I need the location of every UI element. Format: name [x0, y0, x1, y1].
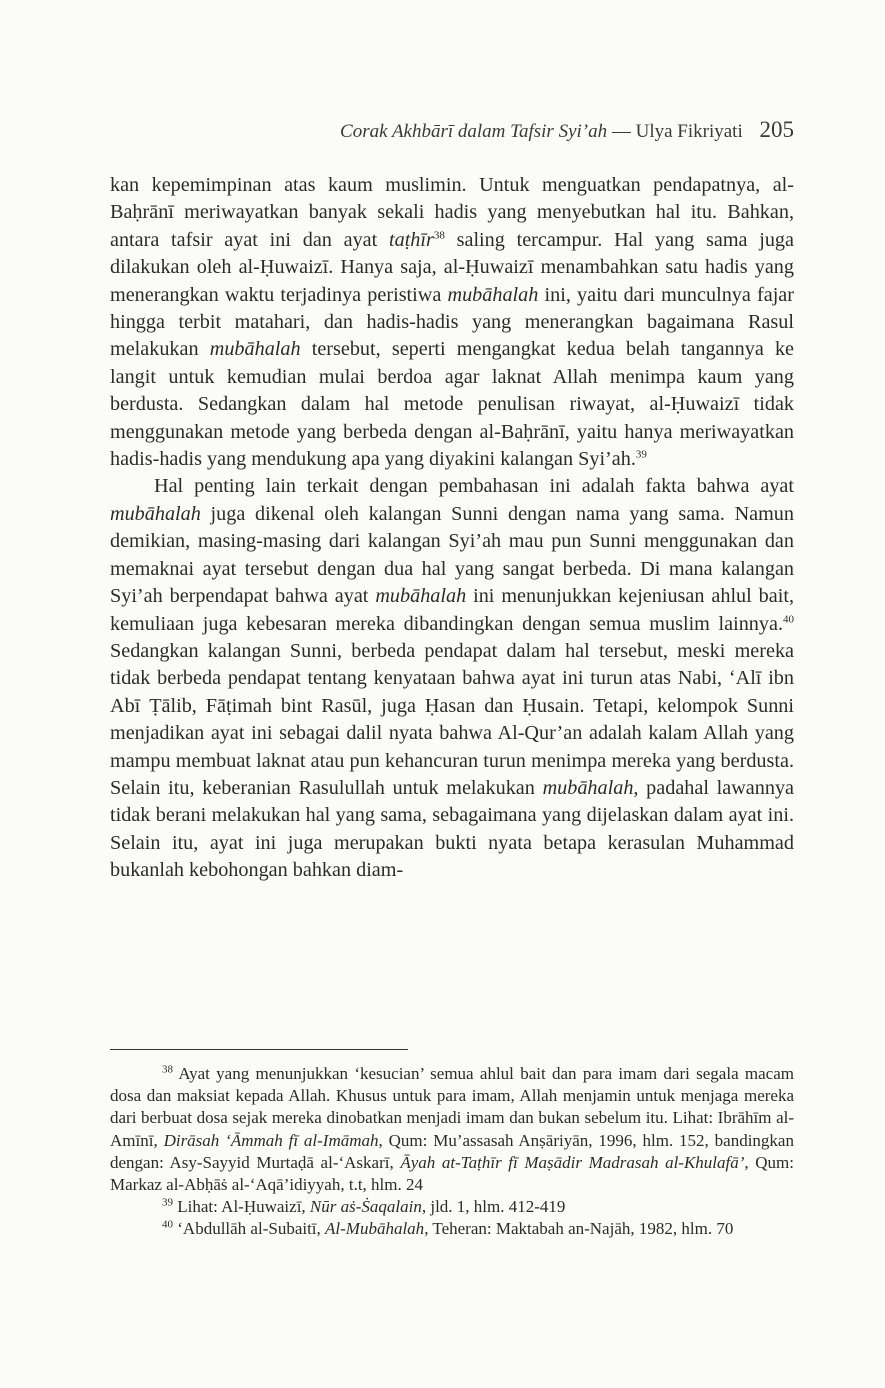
text-run: , jld. 1, hlm. 412-419: [421, 1197, 566, 1217]
footnote-40: [110, 1218, 794, 1240]
running-header: [110, 117, 794, 143]
text-run: ini, yaitu dari munculnya fajar hingga terbit matahari, dan hadis-hadis yang menerangkan bagaimana Rasul melakukan: [110, 283, 794, 361]
text-run: Sedangkan kalangan Sunni, berbeda pendapat dalam hal tersebut, meski mereka tidak berbeda pendapat tentang kenyataan bahwa ayat ini turun atas Nabi, ‘Alī ibn Abī Ṭālib, Fāṭimah bint Rasūl, juga Ḥasan dan Ḥusain. Tetapi, kelompok Sunni menjadikan ayat ini sebagai dalil nyata bahwa Al-Qur’an adalah kalam Allah yang mampu membuat laknat atau pun kehancuran turun menimpa mereka yang berdusta. Selain itu, keberanian Rasulullah untuk melakukan: [110, 639, 794, 799]
text-run: ‘Abdullāh al-Subaitī,: [173, 1219, 326, 1239]
footnote-38: [110, 1063, 794, 1196]
footnote-39: [110, 1196, 794, 1218]
text-run: , padahal lawannya tidak berani melakukan hal yang sama, sebagaimana yang dijelaskan dalam ayat ini. Selain itu, ayat ini juga merupakan bukti nyata betapa kerasulan Muhammad bukanlah kebohongan bahkan diam-: [110, 776, 795, 882]
text-run: juga dikenal oleh kalangan Sunni dengan nama yang sama. Namun demikian, masing-masing dari kalangan Syi’ah mau pun Sunni menggunakan dan memaknai ayat tersebut dengan dua hal yang sangat berbeda. Di mana kalangan Syi’ah berpendapat bahwa ayat: [110, 502, 794, 608]
italic-term: mubāhalah: [447, 283, 539, 306]
italic-term: taṭhīr: [389, 228, 434, 251]
footnote-ref-40: 40: [783, 612, 794, 625]
text-run: ini menunjukkan kejeniusan ahlul bait, kemuliaan juga kebesaran mereka dibandingkan dengan semua muslim lainnya.: [110, 585, 794, 635]
body-text: [110, 172, 794, 885]
footnote-number: 39: [162, 1196, 173, 1209]
text-run: , Qum: Markaz al-Abḥāṡ al-‘Aqā’idiyyah, t.t, hlm. 24: [110, 1152, 794, 1195]
italic-term: mubāhalah: [110, 502, 201, 525]
text-run: Lihat: Al-Ḥuwaizī,: [173, 1197, 310, 1217]
footnote-ref-39: 39: [635, 448, 647, 461]
header-title: Corak Akhbārī dalam Tafsir Syi’ah: [340, 121, 608, 142]
text-run: , Teheran: Maktabah an-Najāh, 1982, hlm. 70: [424, 1219, 734, 1239]
footnote-ref-38: 38: [433, 229, 445, 242]
text-run: Hal penting lain terkait dengan pembahasan ini adalah fakta bahwa ayat: [154, 475, 794, 498]
paragraph-1: [110, 172, 794, 473]
footnote-divider: [110, 1049, 408, 1050]
italic-title: Al-Mubāhalah: [325, 1219, 425, 1239]
italic-title: Āyah at-Taṭhīr fī Maṣādir Madrasah al-Khulafā’: [400, 1152, 745, 1172]
italic-title: Dirāsah ‘Āmmah fī al-Imāmah: [163, 1130, 379, 1150]
italic-term: mubāhalah: [209, 338, 301, 361]
text-run: , Qum: Mu’assasah Anṣāriyān, 1996, hlm. 152, bandingkan dengan: Asy-Sayyid Murtaḍā al-‘Askarī,: [110, 1130, 794, 1172]
text-run: kan kepemimpinan atas kaum muslimin. Untuk menguatkan pendapatnya, al-Baḥrānī meriwayatkan banyak sekali hadis yang menyebutkan hal itu. Bahkan, antara tafsir ayat ini dan ayat: [110, 174, 794, 251]
footnote-number: 40: [162, 1218, 173, 1231]
header-author: — Ulya Fikriyati: [611, 121, 743, 142]
footnote-number: 38: [162, 1063, 173, 1076]
paragraph-2: [110, 473, 794, 884]
text-run: Ayat yang menunjukkan ‘kesucian’ semua ahlul bait dan para imam dari segala macam dosa dan maksiat kepada Allah. Khusus untuk para imam, Allah menjamin untuk menjaga mereka dari berbuat dosa sejak mereka dinobatkan menjadi imam dan bukan sebelum itu. Lihat: Ibrāhīm al-Amīnī,: [110, 1064, 794, 1150]
footnotes: [110, 1063, 794, 1241]
italic-title: Nūr aṡ-Ṡaqalain: [309, 1197, 422, 1217]
italic-term: mubāhalah: [375, 585, 467, 608]
page-number: 205: [759, 117, 794, 142]
italic-term: mubāhalah: [542, 776, 634, 799]
text-run: tersebut, seperti mengangkat kedua belah tangannya ke langit untuk kemudian mulai berdoa agar laknat Allah menimpa kaum yang berdusta. Sedangkan dalam hal metode penulisan riwayat, al-Ḥuwaizī tidak menggunakan metode yang berbeda dengan al-Baḥrānī, yaitu hanya meriwayatkan hadis-hadis yang mendukung apa yang diyakini kalangan Syi’ah.: [110, 338, 794, 471]
text-run: saling tercampur. Hal yang sama juga dilakukan oleh al-Ḥuwaizī. Hanya saja, al-Ḥuwaizī menambahkan satu hadis yang menerangkan waktu terjadinya peristiwa: [110, 228, 794, 306]
